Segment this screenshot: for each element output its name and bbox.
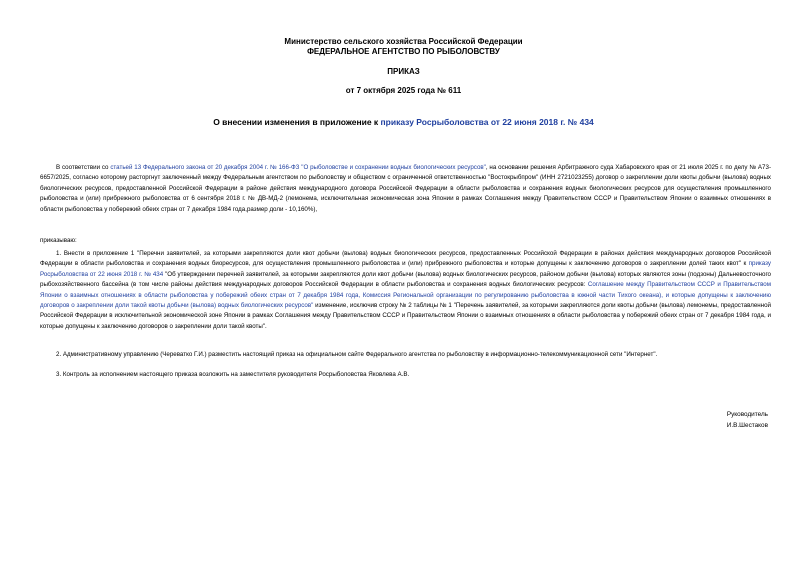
item-3-text: 3. Контроль за исполнением настоящего приказа возложить на заместителя руководителя Росрыболовства Яковлева А.В. xyxy=(56,371,410,378)
title-link[interactable]: приказу Росрыболовства от 22 июня 2018 г. № 434 xyxy=(380,117,594,127)
item-1-text-1: 1. Внести в приложение 1 "Перечни заявителей, за которыми закрепляются доли квот добычи (вылова) водных биологических ресурсов, предоставленных Российской Федерации в районах действия международных договоров Российской Федерации в области рыболовства и сохранения водных биоресурсов, для осуществления промышленного рыболовства и (или) прибрежного рыболовства и которые допущены к заключению договоров о закреплении долей таких квот" к xyxy=(40,250,771,268)
ministry-name: Министерство сельского хозяйства Российской Федерации xyxy=(284,37,523,46)
preamble-paragraph xyxy=(40,163,771,215)
law-link[interactable]: статьей 13 Федерального закона от 20 декабря 2004 г. № 166-ФЗ "О рыболовстве и сохранении водных биологических ресурсов" xyxy=(110,164,486,171)
preamble-text-1: В соответствии со xyxy=(56,164,111,171)
document-date: от 7 октября 2025 года № 611 xyxy=(345,86,462,95)
agency-name: ФЕДЕРАЛЬНОЕ АГЕНТСТВО ПО РЫБОЛОВСТВУ xyxy=(307,47,500,56)
signature-block xyxy=(727,409,768,431)
item-2-paragraph xyxy=(40,350,771,360)
document-title xyxy=(0,117,807,128)
document-type: ПРИКАЗ xyxy=(387,67,420,76)
signatory-position: Руководитель xyxy=(726,411,768,418)
order-434-link[interactable]: приказу Росрыболовства от 22 июня 2018 г. № 434 xyxy=(40,260,771,278)
item-1-text-2: "Об утверждении перечней заявителей, за которыми закрепляются доли квот добычи (вылова) водных биологических ресурсов, районом добычи (вылова) которых являются зоны (подзоны) Дальневосточного рыбохозяйственного бассейна (в том числе районы действия международных договоров Российской Федерации в области рыболовства и сохранения водных биологических ресурсов: xyxy=(40,270,772,289)
signatory-name: И.В.Шестаков xyxy=(726,422,768,429)
item-1-paragraph xyxy=(40,249,771,332)
preamble-text-2: , на основании решения Арбитражного суда Хабаровского края от 21 июля 2025 г. по делу № А73-6657/2025, согласно которому расторгнут заключенный между Федеральным агентством по рыболовству и обществом с ограниченной ответственностью "Востокрыбпром" (ИНН 2721023255) договор о закреплении доли квоты добычи (вылова) водных биологических ресурсов, предоставленной Российской Федерации в районе действия международного договора Российской Федерации в области рыболовства и сохранения водных биологических ресурсов для осуществления промышленного рыболовства и (или) прибрежного рыболовства от 6 сентября 2018 г. № ДВ-МД-2 (лемонема, исключительная экономическая зона Японии в рамках Соглашения между Правительством СССР и Правительством Японии о взаимных отношениях в области рыболовства у побережий обеих стран от 7 декабря 1984 года,размер доли - 10,160%), xyxy=(40,164,771,213)
order-word: приказываю: xyxy=(40,237,77,244)
item-2-text: 2. Административному управлению (Череватко Г.И.) разместить настоящий приказ на официальном сайте Федерального агентства по рыболовству в информационно-телекоммуникационной сети "Интернет". xyxy=(56,351,658,358)
item-3-paragraph xyxy=(40,370,771,380)
agreement-link[interactable]: Соглашение между Правительством СССР и Правительством Японии о взаимных отношениях в области рыболовства у побережий обеих стран от 7 декабря 1984 года, Комиссия Региональной организации по регулированию рыболовства в южной части Тихого океана), и которые допущены к заключению договоров о закреплении доли такой квоты добычи (вылова) водных биологических ресурсов" xyxy=(40,281,771,310)
title-text: О внесении изменения в приложение к xyxy=(213,117,381,127)
item-1-text-3: изменение, исключив строку № 2 таблицы № 1 "Перечень заявителей, за которыми закрепляются доли квоты добычи (вылова) лемонемы, предоставленной Российской Федерации в исключительной экономической зоне Японии в рамках Соглашения между Правительством СССР и Правительством Японии о взаимных отношениях в области рыболовства у побережий обеих стран от 7 декабря 1984 года, и которые допущены к заключению договоров о закреплении доли такой квоты". xyxy=(40,302,772,330)
